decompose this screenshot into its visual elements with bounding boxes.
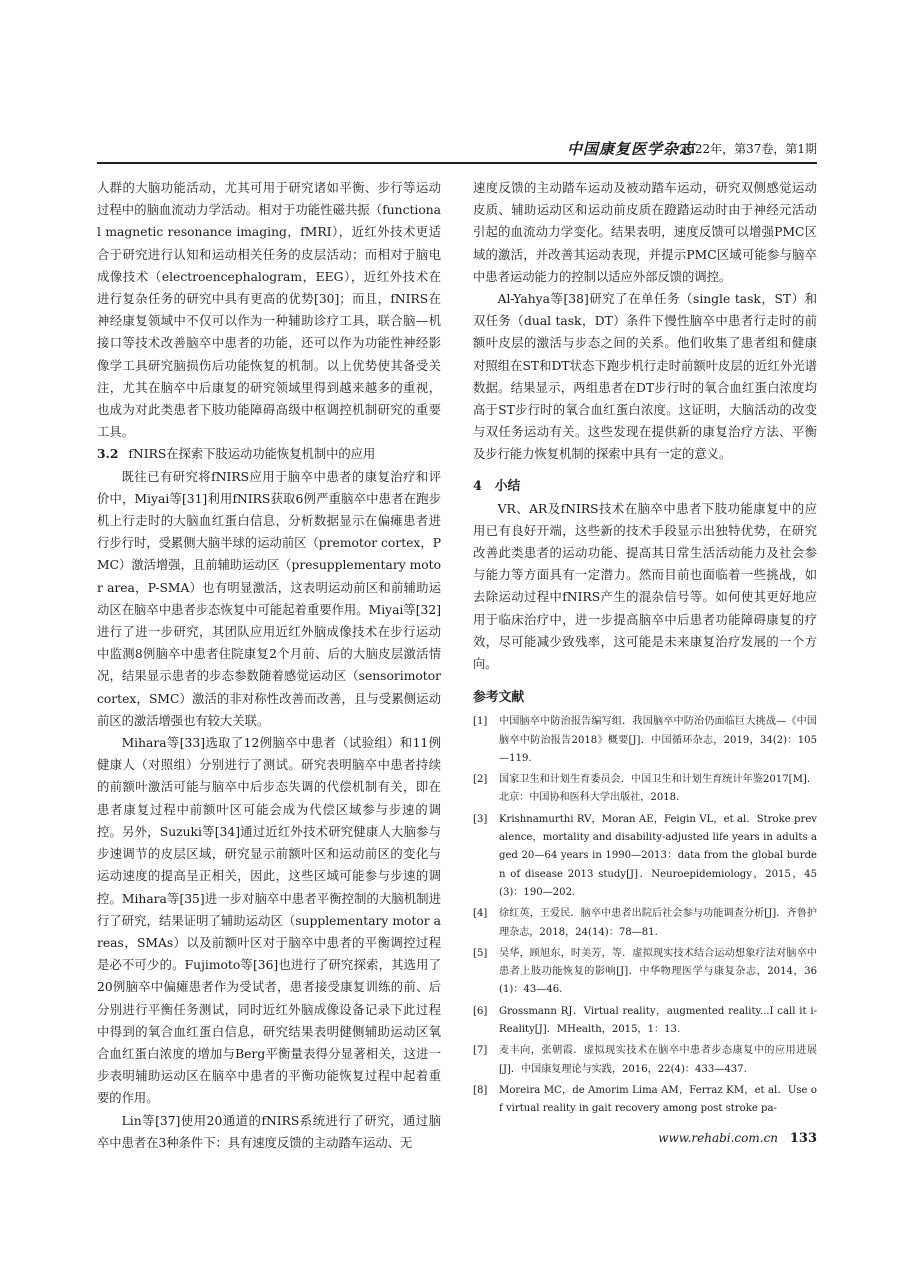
reference-item	[473, 905, 817, 942]
paragraph: Lin等[37]使用20通道的fNIRS系统进行了研究，通过脑卒中患者在3种条件下：具有速度反馈的主动踏车运动、无	[97, 1113, 441, 1150]
reference-text: 国家卫生和计划生育委员会．中国卫生和计划生育统计年鉴2017[M]．北京：中国协和医科大学出版社，2018.	[499, 774, 817, 804]
reference-item	[473, 771, 817, 808]
reference-item	[473, 811, 817, 902]
page-footer	[658, 1131, 817, 1146]
reference-number: [1]	[473, 716, 488, 728]
reference-number: [8]	[473, 1084, 488, 1096]
reference-number: [3]	[473, 813, 488, 825]
reference-text: 麦丰向，张朝霞．虚拟现实技术在脑卒中患者步态康复中的应用进展[J]．中国康复理论与实践，2016，22(4)：433—437.	[499, 1045, 817, 1075]
page-number: 133	[789, 1131, 817, 1146]
subsection-title: fNIRS在探索下肢运动功能恢复机制中的应用	[128, 447, 376, 462]
paragraph: Mihara等[33]选取了12例脑卒中患者（试验组）和11例健康人（对照组）分别进行了测试。研究表明脑卒中患者持续的前额叶激活可能与脑卒中后步态失调的代偿机制有关，即在患者康复过程中前额叶区可能会成为代偿区域参与步速的调控。另外，Suzuki等[34]通过近红外技术研究健康人大脑参与步速调节的皮层区域，研究显示前额叶区和运动前区的变化与运动速度的提高呈正相关，因此，这些区域可能参与步速的调控。Mihara等[35]进一步对脑卒中患者平衡控制的大脑机制进行了研究，结果证明了辅助运动区（supplementary motor areas，SMAs）以及前额叶区对于脑卒中患者的平衡调控过程是必不可少的。Fujimoto等[36]也进行了研究探索，其选用了20例脑卒中偏瘫患者作为受试者，患者接受康复训练的前、后分别进行平衡任务测试，同时近红外脑成像设备记录下此过程中得到的氧合血红蛋白信息，研究结果表明健侧辅助运动区氧合血红蛋白浓度的增加与Berg平衡量表得分显著相关，这进一步表明辅助运动区在脑卒中患者的平衡功能恢复过程中起着重要的作用。	[97, 736, 441, 1106]
reference-item	[473, 1082, 817, 1119]
footer-url: www.rehabi.com.cn	[658, 1131, 779, 1145]
reference-text: 徐红英，王爱民．脑卒中患者出院后社会参与功能调查分析[J]．齐鲁护理杂志，2018，24(14)：78—81.	[499, 908, 817, 938]
reference-number: [2]	[473, 774, 488, 786]
reference-item	[473, 713, 817, 768]
paragraph: 既往已有研究将fNIRS应用于脑卒中患者的康复治疗和评价中，Miyai等[31]利用fNIRS获取6例严重脑卒中患者在跑步机上行走时的大脑血红蛋白信息，分析数据显示在偏瘫患者进行步行时，受累侧大脑半球的运动前区（premotor cortex，PMC）激活增强，且前辅助运动区（presupplementary motor area，P-SMA）也有明显激活，这表明运动前区和前辅助运动区在脑卒中患者步态恢复中可能起着重要作用。Miyai等[32]进行了进一步研究，其团队应用近红外脑成像技术在步行运动中监测8例脑卒中患者住院康复2个月前、后的大脑皮层激活情况，结果显示患者的步态参数随着感觉运动区（sensorimotor cortex，SMC）激活的非对称性改善而改善，且与受累侧运动前区的激活增强也有较大关联。	[97, 469, 441, 728]
reference-item	[473, 1042, 817, 1079]
paragraph: 人群的大脑功能活动，尤其可用于研究诸如平衡、步行等运动过程中的脑血流动力学活动。相对于功能性磁共振（functional magnetic resonance imaging，fMRI），近红外技术更适合于研究进行认知和运动相关任务的皮层活动；而相对于脑电成像技术（electroencephalogram，EEG），近红外技术在进行复杂任务的研究中具有更高的优势[30]；而且，fNIRS在神经康复领域中不仅可以作为一种辅助诊疗工具，联合脑—机接口等技术改善脑卒中患者的功能，还可以作为功能性神经影像学工具研究脑损伤后功能恢复的机制。以上优势使其备受关注，尤其在脑卒中后康复的研究领域里得到越来越多的重视，也成为对此类患者下肢功能障碍高级中枢调控机制研究的重要工具。	[97, 181, 441, 440]
reference-list	[473, 713, 817, 1118]
reference-item	[473, 1003, 817, 1040]
reference-text: Moreira MC，de Amorim Lima AM，Ferraz KM，et al．Use of virtual reality in gait recovery among post stroke pa-	[499, 1084, 817, 1115]
left-column	[97, 177, 441, 1154]
paragraph: Al-Yahya等[38]研究了在单任务（single task，ST）和双任务（dual task，DT）条件下慢性脑卒中患者行走时的前额叶皮层的激活与步态之间的关系。他们收集了患者组和健康对照组在ST和DT状态下跑步机行走时前额叶皮层的近红外光谱数据。结果显示，两组患者在DT步行时的氧合血红蛋白浓度均高于ST步行时的氧合血红蛋白浓度。这证明，大脑活动的改变与双任务运动有关。这些发现在提供新的康复治疗方法、平衡及步行能力恢复机制的探索中具有一定的意义。	[473, 292, 817, 462]
reference-number: [6]	[473, 1005, 488, 1017]
reference-number: [7]	[473, 1045, 488, 1057]
running-header	[97, 136, 817, 160]
references-heading: 参考文献	[473, 690, 525, 706]
reference-text: Krishnamurthi RV，Moran AE，Feigin VL，et al．Stroke prevalence，mortality and disability-adjusted life years in adults aged 20—64 years in 1990—2013：data from the global burden of disease 2013 study[J]．Neuroepidemiology，2015，45(3)：190—202.	[499, 813, 817, 898]
subsection-heading	[97, 443, 441, 465]
reference-text: 中国脑卒中防治报告编写组．我国脑卒中防治仍面临巨大挑战—《中国脑卒中防治报告2018》概要[J]．中国循环杂志，2019，34(2)：105—119.	[499, 716, 817, 764]
right-column	[473, 177, 817, 1122]
paragraph: VR、AR及fNIRS技术在脑卒中患者下肢功能康复中的应用已有良好开端，这些新的技术手段显示出独特优势，在研究改善此类患者的运动功能、提高其日常生活活动能力及社会参与能力等方面具有一定潜力。然而目前也面临着一些挑战，如去除运动过程中fNIRS产生的混杂信号等。如何使其更好地应用于临床治疗中，进一步提高脑卒中后患者功能障碍康复的疗效，尽可能减少致残率，这可能是未来康复治疗发展的一个方向。	[473, 501, 817, 672]
reference-text: 吴华，顾旭东，时美芳，等．虚拟现实技术结合运动想象疗法对脑卒中患者上肢功能恢复的影响[J]．中华物理医学与康复杂志，2014，36(1)：43—46.	[499, 947, 817, 996]
paragraph: 速度反馈的主动踏车运动及被动踏车运动，研究双侧感觉运动皮质、辅助运动区和运动前皮质在蹬踏运动时由于神经元活动引起的血流动力学变化。结果表明，速度反馈可以增强PMC区域的激活，并改善其运动表现，并提示PMC区域可能参与脑卒中患者运动能力的控制以适应外部反馈的调控。	[473, 181, 817, 284]
reference-item	[473, 945, 817, 1000]
reference-text: Grossmann RJ．Virtual reality，augmented reality...I call it i-Reality[J]．MHealth，2015，1：13.	[499, 1005, 817, 1036]
reference-number: [4]	[473, 908, 488, 920]
reference-number: [5]	[473, 947, 488, 959]
journal-title: 中国康复医学杂志	[566, 140, 695, 158]
subsection-number: 3.2	[97, 446, 119, 462]
issue-info: 2022年，第37卷，第1期	[679, 142, 817, 156]
header-rule	[97, 162, 817, 164]
section-heading: 4 小结	[473, 478, 521, 494]
